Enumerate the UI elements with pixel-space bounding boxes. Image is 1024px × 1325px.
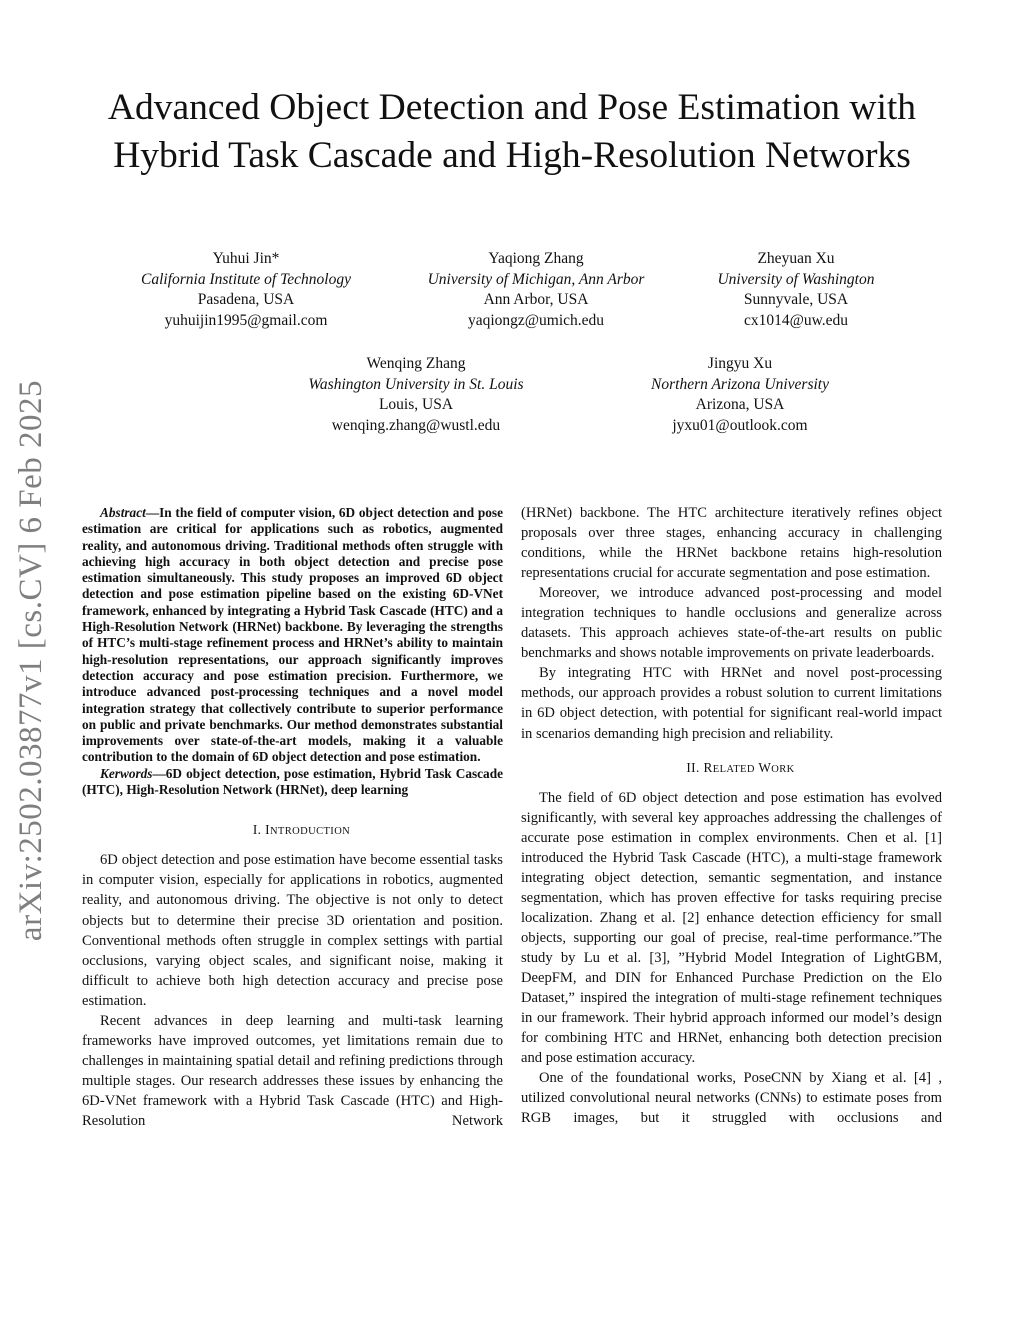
author-location: Louis, USA [378, 396, 454, 414]
author-affiliation: Northern Arizona University [651, 375, 829, 393]
author-block-2 [386, 249, 686, 332]
author-block-1 [96, 249, 396, 332]
author-location: Sunnyvale, USA [743, 291, 849, 309]
keywords-text: 6D object detection, pose estimation, Hybrid Task Cascade (HTC), High-Resolution Network (HRNet), deep learning [82, 765, 503, 798]
abstract-label: Abstract [100, 505, 146, 520]
related-paragraph-2: One of the foundational works, PoseCNN by Xiang et al. [4] , utilized convolutional neural networks (CNNs) to estimate poses from RGB images, but it struggled with occlusions and [521, 1070, 942, 1127]
author-block-5 [590, 354, 890, 437]
author-block-3 [646, 249, 946, 332]
intro-paragraph-1: 6D object detection and pose estimation have become essential tasks in computer vision, especially for applications in robotics, augmented reality, and autonomous driving. The objective is not only to detect objects but to determine their precise 3D orientation and position. Conventional methods often struggle in complex settings with partial occlusions, varying object scales, and significant noise, making it difficult to achieve both high detection accuracy and precise pose estimation. [82, 852, 503, 1009]
author-email: wenqing.zhang@wustl.edu [331, 417, 501, 435]
intro-paragraph-2-continued: (HRNet) backbone. The HTC architecture iteratively refines object proposals over three stages, enhancing accuracy in challenging conditions, while the HRNet backbone retains high-resolution representations crucial for accurate segmentation and pose estimation. [521, 505, 942, 582]
arxiv-identifier [8, 360, 56, 960]
author-name: Jingyu Xu [707, 355, 773, 372]
author-location: Arizona, USA [695, 396, 785, 414]
author-email: yaqiongz@umich.edu [467, 312, 605, 330]
author-affiliation: University of Washington [717, 270, 875, 288]
author-affiliation: University of Michigan, Ann Arbor [427, 270, 645, 288]
abstract-text: In the field of computer vision, 6D object detection and pose estimation are critical for applications such as robotics, augmented reality, and autonomous driving. Traditional methods often struggle with achieving high accuracy in both object detection and precise pose estimation simultaneously. This study proposes an improved 6D object detection and pose estimation pipeline based on the existing 6D-VNet framework, enhanced by integrating a Hybrid Task Cascade (HTC) and a High-Resolution Network (HRNet) backbone. By leveraging the strengths of HTC’s multi-stage refinement process and HRNet’s ability to maintain high-resolution representations, our approach significantly improves detection accuracy and pose estimation precision. Furthermore, we introduce advanced post-processing techniques and a novel model integration strategy that collectively contribute to superior performance on public and private benchmarks. Our method demonstrates substantial improvements over state-of-the-art models, making it a valuable contribution to the domain of 6D object detection and pose estimation. [82, 505, 503, 765]
author-name: Wenqing Zhang [366, 355, 466, 372]
author-affiliation: California Institute of Technology [141, 270, 351, 288]
abstract: Abstract—In the field of computer vision, 6D object detection and pose estimation are critical for applications such as robotics, augmented reality, and autonomous driving. Traditional methods often struggle with achieving high accuracy in both object detection and precise pose estimation simultaneously. This study proposes an improved 6D object detection and pose estimation pipeline based on the existing 6D-VNet framework, enhanced by integrating a Hybrid Task Cascade (HTC) and a High-Resolution Network (HRNet) backbone. By leveraging the strengths of HTC’s multi-stage refinement process and HRNet’s ability to maintain high-resolution representations, our approach significantly improves detection accuracy and pose estimation precision. Furthermore, we introduce advanced post-processing techniques and a novel model integration strategy that collectively contribute to superior performance on public and private benchmarks. Our method demonstrates substantial improvements over state-of-the-art models, making it a valuable contribution to the domain of 6D object detection and pose estimation. [82, 505, 503, 765]
related-paragraph-1: The field of 6D object detection and pose estimation has evolved significantly, with several key approaches addressing the challenges of accurate pose estimation in complex environments. Chen et al. [1] introduced the Hybrid Task Cascade (HTC), a multi-stage framework integrating object detection, semantic segmentation, and instance segmentation, which has proven effective for tasks requiring precise localization. Zhang et al. [2] enhance detection efficiency for small objects, supporting our goal of precise, real-time performance.”The study by Lu et al. [3], ”Hybrid Model Integration of LightGBM, DeepFM, and DIN for Enhanced Purchase Prediction on the Elo Dataset,” inspired the integration of multi-stage refinement techniques in our framework. Their hybrid approach informed our model’s design for combining HTC and HRNet, enhancing both detection precision and pose estimation accuracy. [521, 789, 942, 1067]
author-block-4 [266, 354, 566, 437]
author-email: cx1014@uw.edu [743, 312, 849, 330]
paper-title: Advanced Object Detection and Pose Estimation with Hybrid Task Cascade and High-Resolution Networks [107, 87, 917, 176]
intro-paragraph-3: Moreover, we introduce advanced post-processing and model integration techniques to handle occlusions and generalize across datasets. This approach achieves state-of-the-art results on public benchmarks and shows notable improvements on private leaderboards. [521, 585, 942, 662]
author-location: Ann Arbor, USA [483, 291, 589, 309]
author-location: Pasadena, USA [197, 291, 295, 309]
keywords-label: Kerwords [100, 765, 153, 781]
arxiv-identifier-text: arXiv:2502.03877v1 [cs.CV] 6 Feb 2025 [13, 379, 50, 941]
section-heading-introduction: I. INTRODUCTION [252, 822, 351, 838]
intro-paragraph-4: By integrating HTC with HRNet and novel post-processing methods, our approach provides a robust solution to current limitations in 6D object detection, with potential for significant real-world impact in scenarios demanding high precision and reliability. [521, 665, 942, 742]
right-column [521, 503, 942, 1128]
section-heading-related-work: II. RELATED WORK [686, 759, 795, 775]
intro-paragraph-2: Recent advances in deep learning and multi-task learning frameworks have improved outcomes, yet limitations remain due to challenges in maintaining spatial detail and refining predictions through multiple stages. Our research addresses these issues by enhancing the 6D-VNet framework with a Hybrid Task Cascade (HTC) and High-Resolution Network [82, 1012, 503, 1129]
author-email: yuhuijin1995@gmail.com [164, 312, 328, 330]
author-name: Yuhui Jin* [212, 250, 280, 267]
author-name: Yaqiong Zhang [488, 250, 584, 267]
keywords: Kerwords—6D object detection, pose estimation, Hybrid Task Cascade (HTC), High-Resolution Network (HRNet), deep learning [82, 765, 503, 798]
author-email: jyxu01@outlook.com [672, 417, 808, 435]
left-column [82, 505, 503, 1131]
author-name: Zheyuan Xu [757, 250, 835, 267]
author-affiliation: Washington University in St. Louis [308, 375, 524, 393]
